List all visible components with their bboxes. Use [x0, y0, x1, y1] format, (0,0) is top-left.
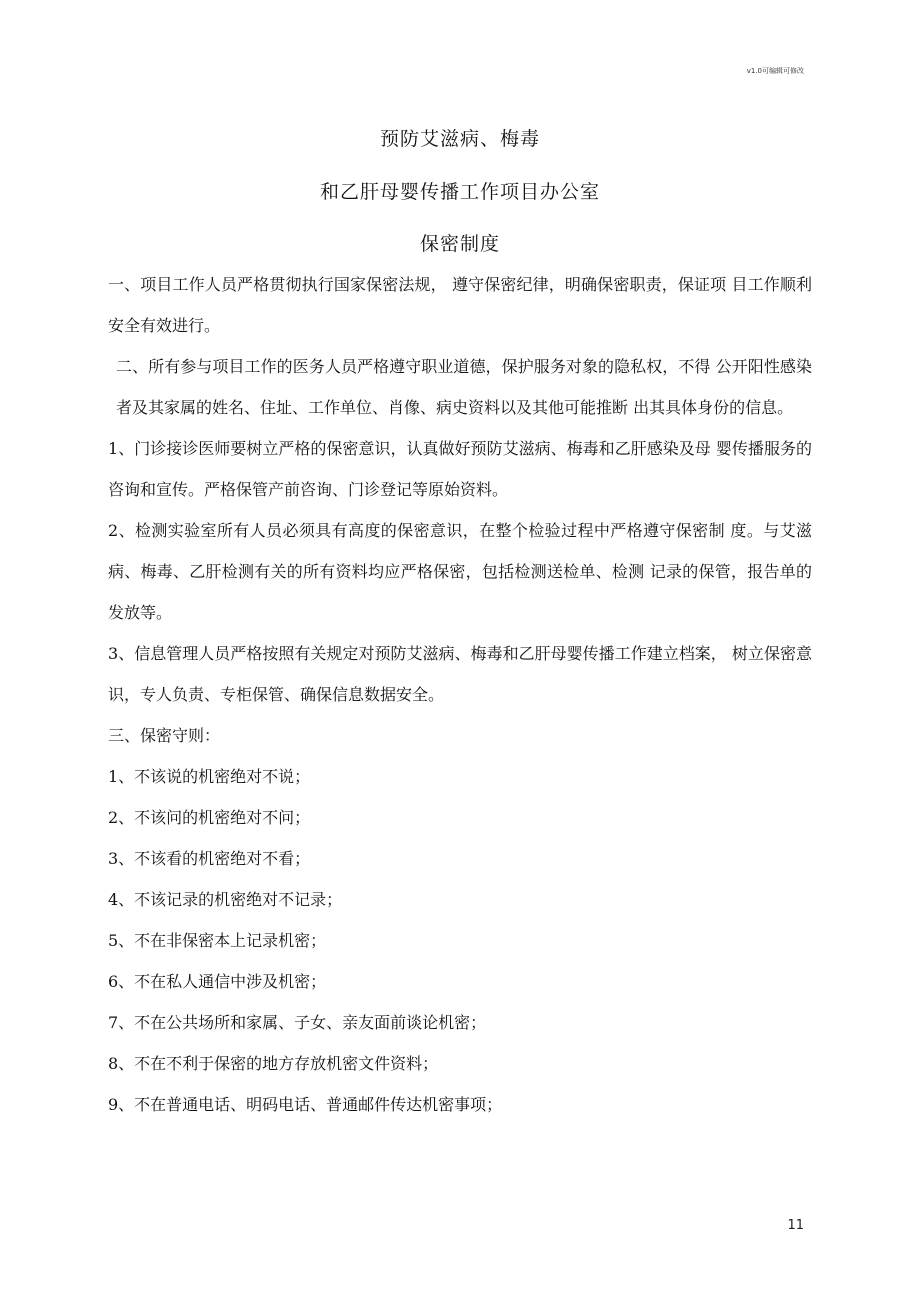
rule-item: 6、不在私人通信中涉及机密；	[108, 972, 327, 991]
rule-item: 9、不在普通电话、明码电话、普通邮件传达机密事项；	[108, 1095, 503, 1114]
rule-item: 5、不在非保密本上记录机密；	[108, 931, 327, 950]
paragraph-3: 1、门诊接诊医师要树立严格的保密意识，认真做好预防艾滋病、梅毒和乙肝感染及母 婴传播服务的咨询和宣传。严格保管产前咨询、门诊登记等原始资料。	[108, 439, 812, 499]
title-line-1: 预防艾滋病、梅毒	[379, 128, 540, 150]
title-line-3: 保密制度	[419, 233, 500, 255]
paragraph-1: 一、项目工作人员严格贯彻执行国家保密法规， 遵守保密纪律，明确保密职责，保证项 目工作顺利安全有效进行。	[108, 275, 812, 335]
rule-item: 2、不该问的机密绝对不问；	[108, 808, 311, 827]
rule-item: 4、不该记录的机密绝对不记录；	[108, 890, 343, 909]
version-note: v1.0可编辑可修改	[746, 67, 804, 75]
paragraph-2: 二、所有参与项目工作的医务人员严格遵守职业道德，保护服务对象的隐私权，不得 公开阳性感染者及其家属的姓名、住址、工作单位、肖像、病史资料以及其他可能推断 出其具体身份的信息。	[116, 357, 812, 417]
paragraph-5: 3、信息管理人员严格按照有关规定对预防艾滋病、梅毒和乙肝母婴传播工作建立档案， 树立保密意识，专人负责、专柜保管、确保信息数据安全。	[108, 644, 812, 704]
paragraph-4: 2、检测实验室所有人员必须具有高度的保密意识，在整个检验过程中严格遵守保密制 度。与艾滋病、梅毒、乙肝检测有关的所有资料均应严格保密，包括检测送检单、检测 记录的保管，报告单的发放等。	[108, 521, 812, 622]
rule-item: 7、不在公共场所和家属、子女、亲友面前谈论机密；	[108, 1013, 487, 1032]
section-heading-rules: 三、保密守则：	[108, 726, 221, 745]
rule-item: 1、不该说的机密绝对不说；	[108, 767, 311, 786]
page-number: 11	[787, 1218, 804, 1233]
document-body	[108, 264, 812, 1125]
rule-item: 8、不在不利于保密的地方存放机密文件资料；	[108, 1054, 439, 1073]
rule-item: 3、不该看的机密绝对不看；	[108, 849, 311, 868]
title-line-2: 和乙肝母婴传播工作项目办公室	[319, 181, 600, 203]
